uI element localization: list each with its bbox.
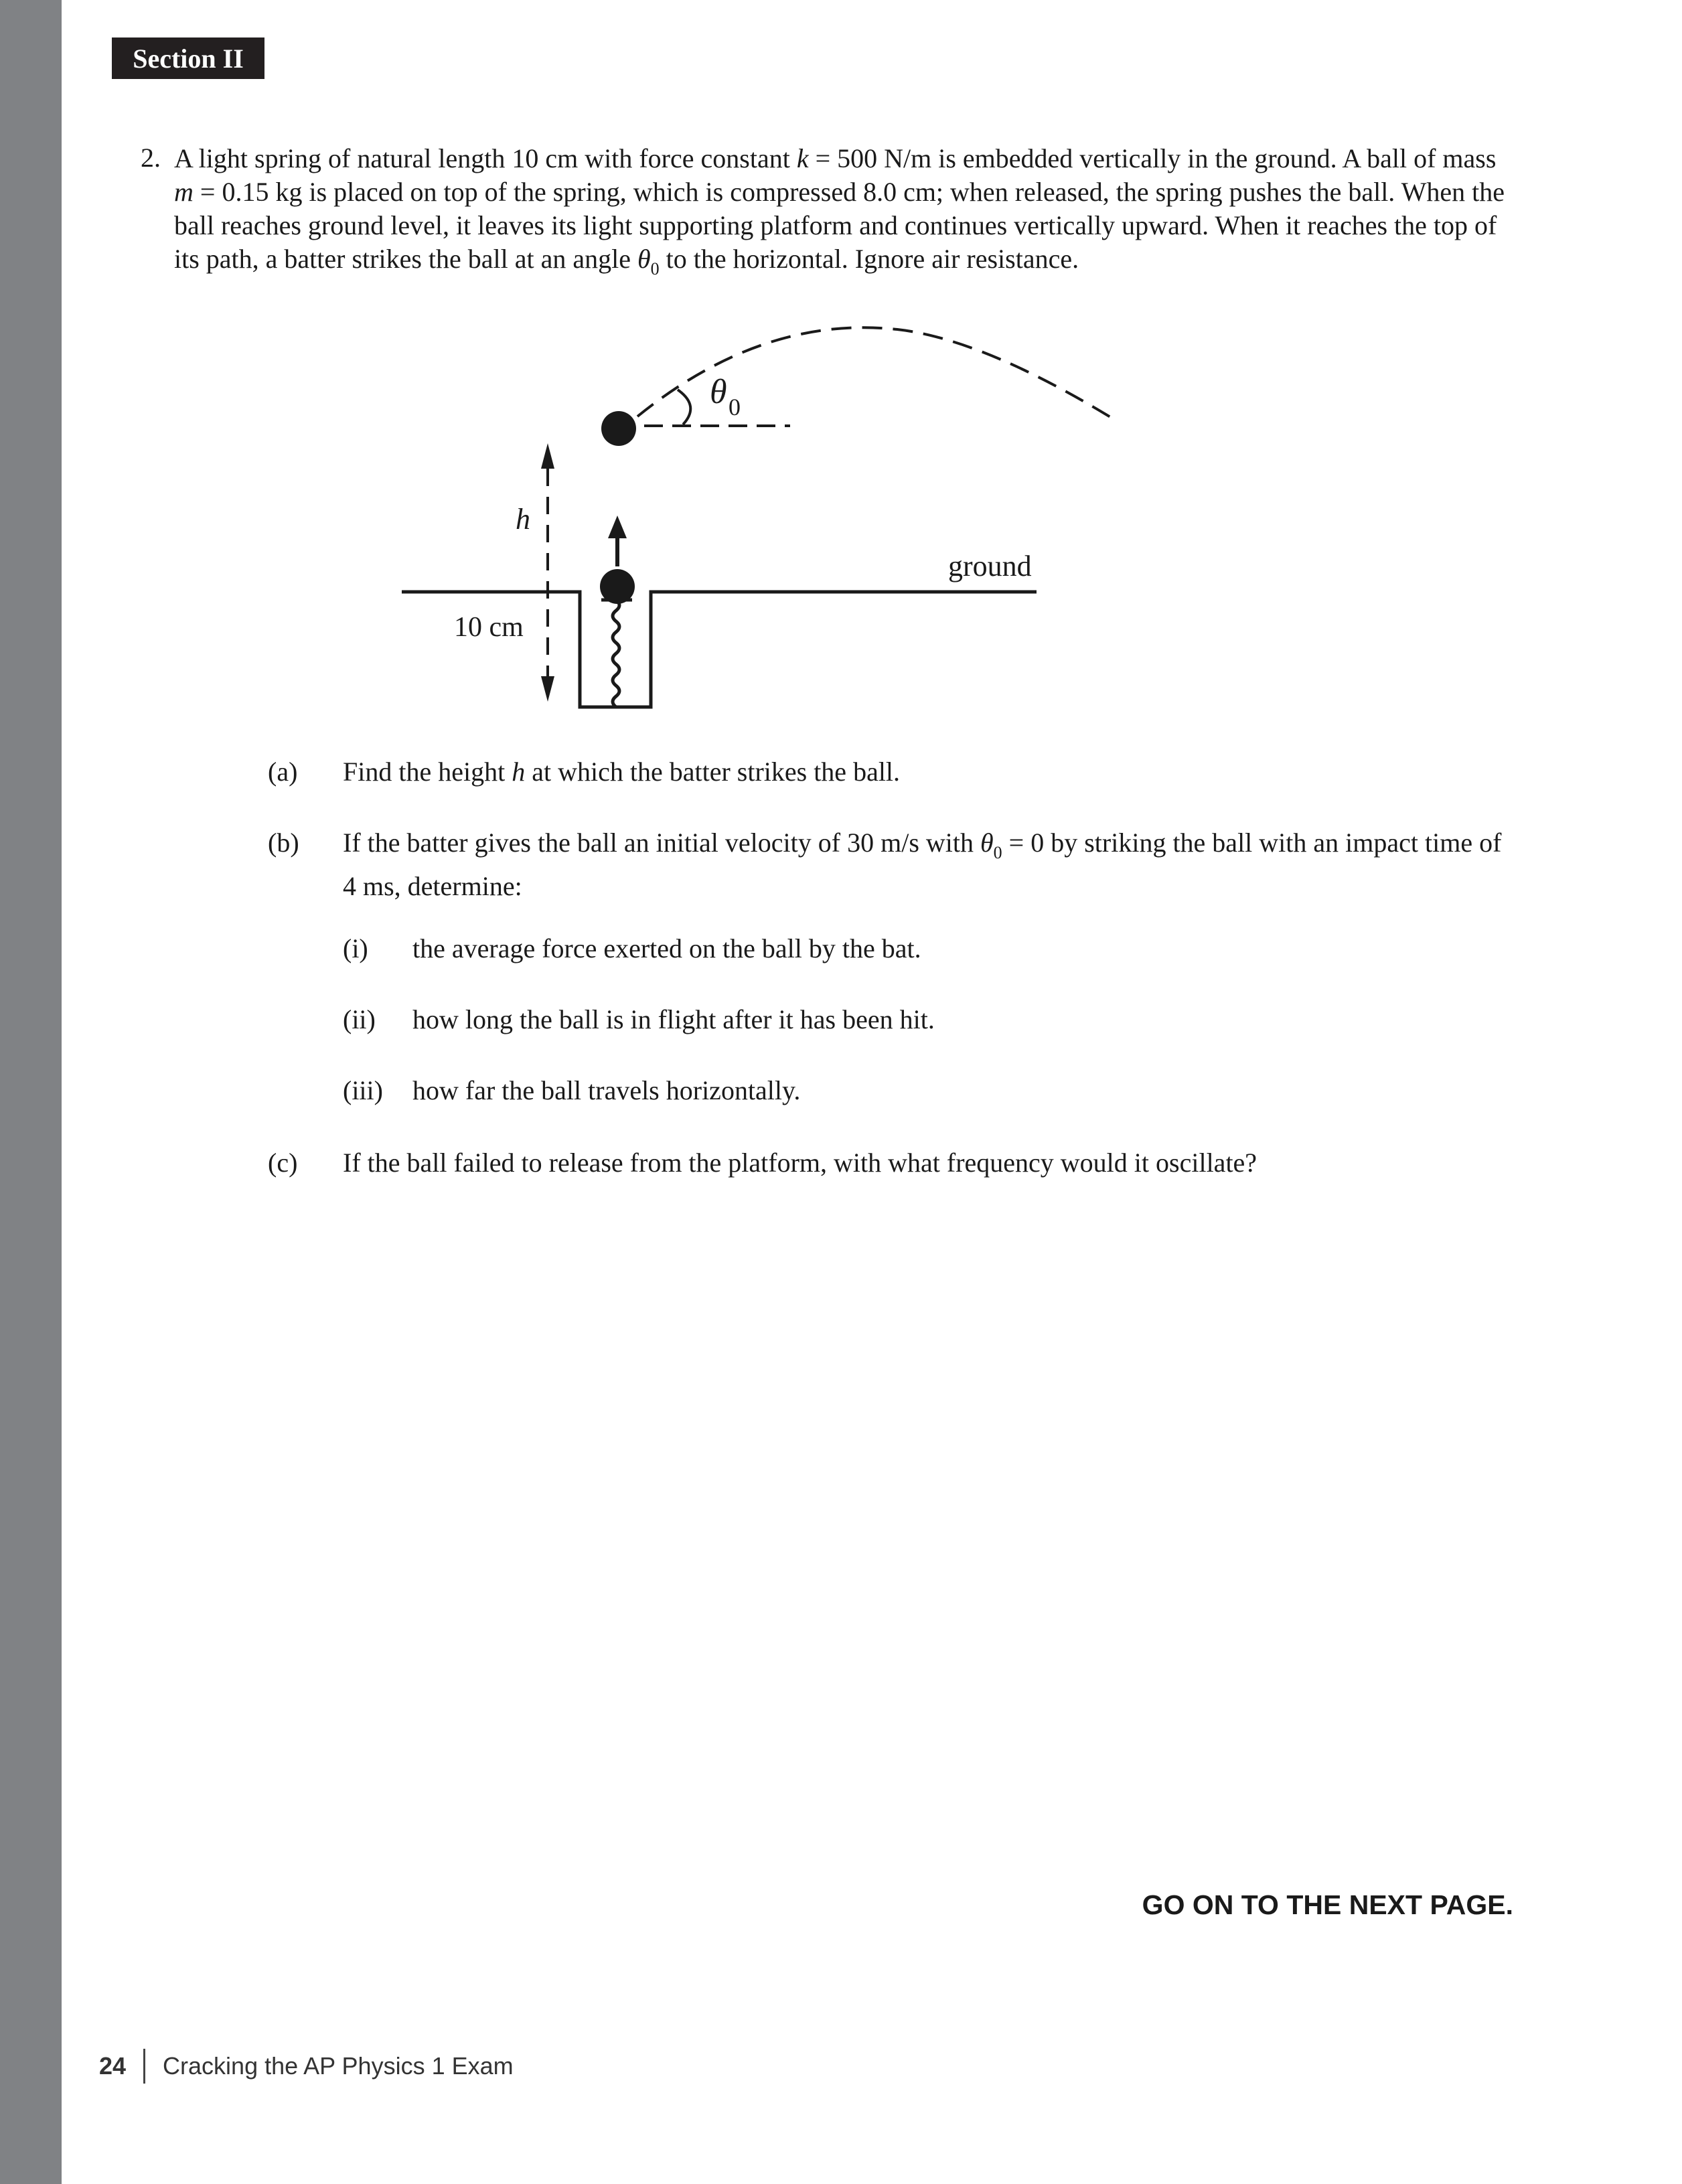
upward-arrowhead <box>608 516 627 538</box>
theta-label: θ <box>710 373 727 411</box>
ball-on-spring <box>600 569 635 604</box>
theta-sub-label: 0 <box>729 394 741 420</box>
go-on-next-page: GO ON TO THE NEXT PAGE. <box>1142 1889 1513 1920</box>
spring <box>613 600 619 707</box>
spring-ball-diagram <box>375 301 1112 736</box>
q-text-3: = 0.15 kg is placed on top of the spring, which is compressed 8.0 cm; when released, the spring pushes the ball. When the ball reaches ground level, it leaves its light supporting platform and continues vertically upward. When it reaches the top of its path, a batter strikes the ball at an angle <box>174 177 1505 274</box>
part-b-label: (b) <box>268 828 299 858</box>
section-tab: Section II <box>112 37 264 79</box>
var-theta-sub: 0 <box>650 259 660 279</box>
question-number: 2. <box>141 143 161 173</box>
angle-arc <box>678 390 690 424</box>
part-b-text: If the batter gives the ball an initial velocity of 30 m/s with $\theta_0 = 0$ by striking the ball with an impact time of 4 ms, determine: <box>343 828 1502 901</box>
q-text-1: A light spring of natural length 10 cm with force constant <box>174 143 797 173</box>
part-c-text: If the ball failed to release from the platform, with what frequency would it oscillate? <box>343 1148 1257 1178</box>
part-a-text: Find the height h at which the batter strikes the ball. <box>343 757 901 787</box>
var-m: m <box>174 177 194 207</box>
part-b-i-label: (i) <box>343 933 368 963</box>
q-text-4: to the horizontal. Ignore air resistance. <box>659 244 1079 274</box>
part-b-ii <box>0 1003 1682 1036</box>
height-arrowhead-top <box>541 443 554 469</box>
part-b-ii-label: (ii) <box>343 1004 376 1034</box>
ball-at-top <box>601 411 636 446</box>
q-text-2: = 500 N/m is embedded vertically in the ground. A ball of mass <box>808 143 1497 173</box>
h-label: h <box>516 503 530 536</box>
book-title: Cracking the AP Physics 1 Exam <box>163 2052 514 2080</box>
trajectory <box>637 327 1112 499</box>
part-b-i <box>0 932 1682 965</box>
part-a-label: (a) <box>268 757 298 787</box>
question-text <box>174 142 1520 286</box>
part-c-label: (c) <box>268 1148 298 1178</box>
part-b-i-text: the average force exerted on the ball by the bat. <box>412 933 921 963</box>
depth-label: 10 cm <box>454 612 524 643</box>
ground-line-left <box>402 592 1037 707</box>
part-c <box>0 1146 1682 1180</box>
part-b-iii-label: (iii) <box>343 1075 383 1105</box>
footer-divider <box>143 2049 145 2084</box>
part-b <box>0 826 1682 901</box>
page-footer <box>99 2049 514 2084</box>
part-b-ii-text: how long the ball is in flight after it has been hit. <box>412 1004 935 1034</box>
part-b-iii-text: how far the ball travels horizontally. <box>412 1075 801 1105</box>
page-number: 24 <box>99 2052 127 2080</box>
height-arrowhead-bottom <box>541 676 554 702</box>
var-k: k <box>796 143 809 173</box>
ground-label: ground <box>948 550 1032 582</box>
part-b-iii <box>0 1074 1682 1107</box>
part-a <box>0 755 1682 789</box>
var-theta: θ <box>637 244 651 274</box>
